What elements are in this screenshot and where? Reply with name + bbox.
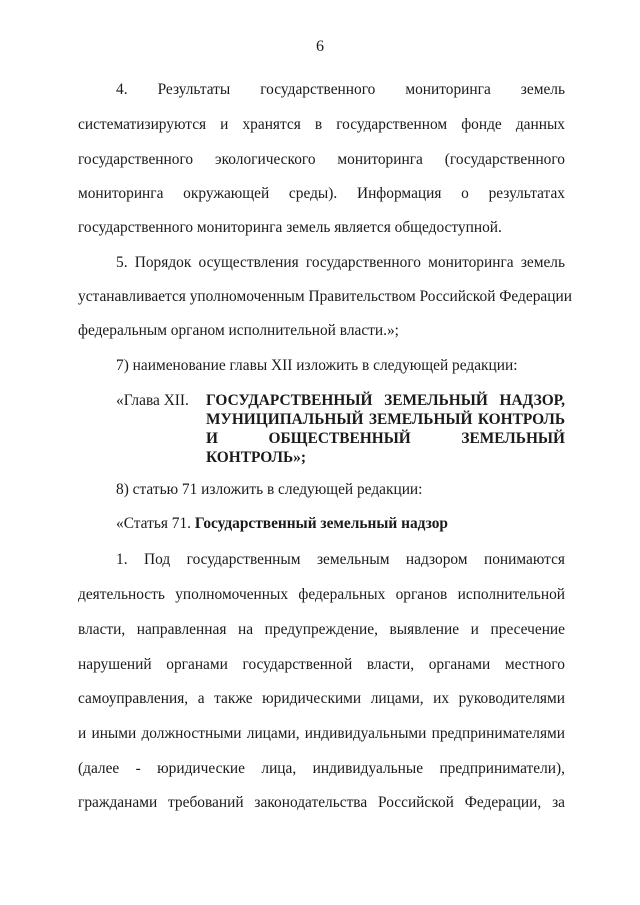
article-paragraph-1-line-7: (далее - юридические лица, индивидуальные предприниматели),: [78, 760, 565, 777]
article-heading: [116, 514, 565, 534]
article-prefix: «Статья 71.: [116, 515, 195, 532]
chapter-title-line-2: МУНИЦИПАЛЬНЫЙ ЗЕМЕЛЬНЫЙ КОНТРОЛЬ: [206, 411, 565, 428]
chapter-title-line-3: И ОБЩЕСТВЕННЫЙ ЗЕМЕЛЬНЫЙ: [206, 430, 565, 447]
article-paragraph-1-line-1: 1. Под государственным земельным надзором понимаются: [116, 551, 565, 568]
page-number: 6: [316, 38, 324, 55]
article-paragraph-1-line-6: и иными должностными лицами, индивидуальными предпринимателями: [78, 725, 565, 742]
paragraph-4-line-2: систематизируются и хранятся в государственном фонде данных: [78, 116, 565, 133]
paragraph-4-line-4: мониторинга окружающей среды). Информация о результатах: [78, 185, 565, 202]
article-paragraph-1-line-4: нарушений органами государственной власти, органами местного: [78, 656, 565, 673]
paragraph-5-line-2: устанавливается уполномоченным Правительством Российской Федерации: [78, 288, 572, 305]
chapter-title-line-1: ГОСУДАРСТВЕННЫЙ ЗЕМЕЛЬНЫЙ НАДЗОР,: [206, 392, 565, 409]
article-title: Государственный земельный надзор: [194, 515, 448, 532]
item-8: 8) статью 71 изложить в следующей редакции:: [116, 481, 423, 498]
article-paragraph-1-line-5: самоуправления, а также юридическими лицами, их руководителями: [78, 690, 565, 707]
paragraph-4-line-3: государственного экологического мониторинга (государственного: [78, 151, 565, 168]
chapter-label: «Глава XII.: [116, 392, 189, 409]
item-7: 7) наименование главы XII изложить в следующей редакции:: [116, 357, 518, 374]
article-paragraph-1-line-8: гражданами требований законодательства Российской Федерации, за: [78, 794, 565, 811]
article-paragraph-1-line-3: власти, направленная на предупреждение, выявление и пресечение: [78, 621, 565, 638]
paragraph-5-line-1: 5. Порядок осуществления государственного мониторинга земель: [116, 254, 565, 271]
chapter-title-line-4: КОНТРОЛЬ»;: [206, 449, 306, 466]
paragraph-4-line-5: государственного мониторинга земель является общедоступной.: [78, 219, 502, 236]
paragraph-5-line-3: федеральным органом исполнительной власти.»;: [78, 322, 399, 339]
article-paragraph-1-line-2: деятельность уполномоченных федеральных органов исполнительной: [78, 586, 565, 603]
paragraph-4-line-1: 4. Результаты государственного мониторинга земель: [116, 81, 565, 98]
